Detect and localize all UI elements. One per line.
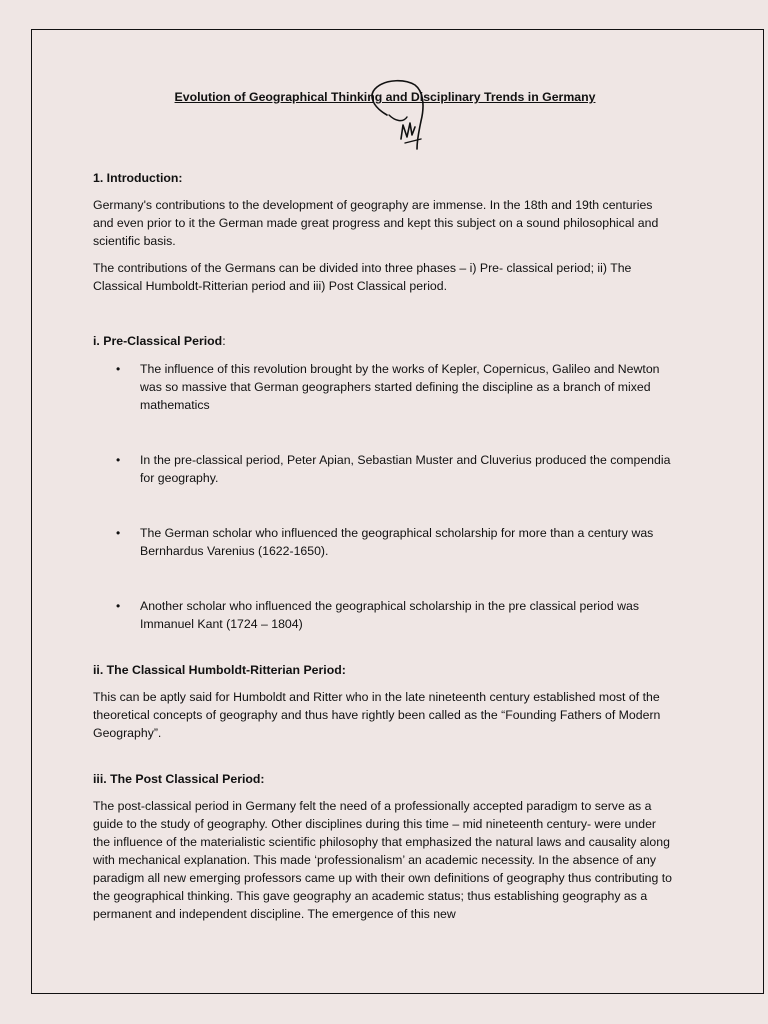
bullet-icon: • [116, 599, 121, 613]
heading-pre-classical-suffix: : [222, 334, 226, 348]
heading-classical: ii. The Classical Humboldt-Ritterian Period: [93, 663, 346, 677]
bullet-icon: • [116, 362, 121, 376]
heading-introduction: 1. Introduction: [93, 171, 183, 185]
intro-paragraph-2: The contributions of the Germans can be divided into three phases – i) Pre- classical period; ii) The Classical Humboldt-Ritterian period and iii) Post Classical period. [93, 261, 632, 293]
list-item [93, 451, 673, 487]
intro-paragraph-1: Germany's contributions to the development of geography are immense. In the 18th and 19th centuries and even prior to it the German made great progress and kept this subject on a sound philosophical and scientific basis. [93, 198, 659, 248]
bullet-icon: • [116, 453, 121, 467]
list-item-text: Another scholar who influenced the geographical scholarship in the pre classical period was Immanuel Kant (1724 – 1804) [140, 599, 639, 631]
document-content [93, 88, 673, 923]
list-item-text: In the pre-classical period, Peter Apian, Sebastian Muster and Cluverius produced the compendia for geography. [140, 453, 671, 485]
list-item [93, 524, 673, 560]
list-item [93, 360, 673, 414]
heading-pre-classical-text: i. Pre-Classical Period [93, 334, 223, 348]
classical-paragraph: This can be aptly said for Humboldt and Ritter who in the late nineteenth century established most of the theoretical concepts of geography and thus have rightly been called as the “Founding Fathers of Modern Geography”. [93, 690, 661, 740]
list-item [93, 597, 673, 633]
list-item-text: The influence of this revolution brought by the works of Kepler, Copernicus, Galileo and Newton was so massive that German geographers started defining the discipline as a branch of mixed mathematics [140, 362, 660, 412]
pre-classical-list [93, 360, 673, 633]
post-classical-paragraph: The post-classical period in Germany felt the need of a professionally accepted paradigm to serve as a guide to the study of geography. Other disciplines during this time – mid nineteenth century- were under the influence of the materialistic scientific philosophy that emphasized the natural laws and causality along with mechanical explanation. This made ‘professionalism’ an academic necessity. In the absence of any paradigm all new emerging professors came up with their own definitions of geography thus contributing to the geographical thinking. This gave geography an academic status; thus establishing geography as a permanent and independent discipline. The emergence of this new [93, 799, 672, 921]
document-title: Evolution of Geographical Thinking and Disciplinary Trends in Germany [174, 90, 596, 104]
bullet-icon: • [116, 526, 121, 540]
document-page [31, 29, 764, 994]
heading-pre-classical [93, 332, 673, 350]
heading-post-classical: iii. The Post Classical Period: [93, 772, 265, 786]
list-item-text: The German scholar who influenced the geographical scholarship for more than a century was Bernhardus Varenius (1622-1650). [140, 526, 654, 558]
